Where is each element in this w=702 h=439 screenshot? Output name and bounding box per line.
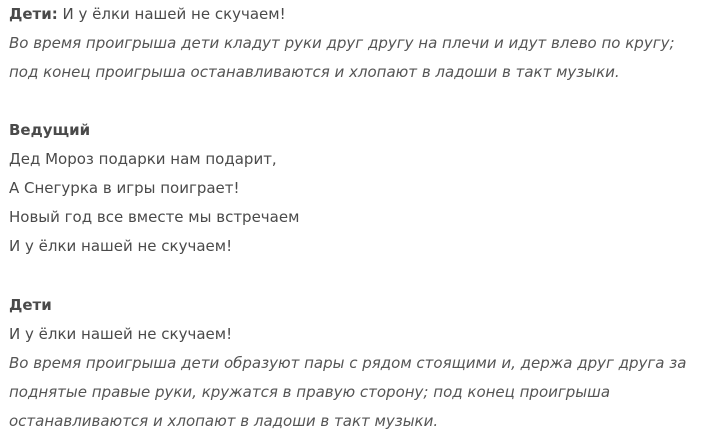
stage-direction: Во время проигрыша дети образуют пары с рядом стоящими и, держа друг друга за: [9, 354, 687, 372]
lyric-line: И у ёлки нашей не скучаем!: [9, 237, 233, 255]
stage-direction: поднятые правые руки, кружатся в правую сторону; под конец проигрыша: [9, 383, 611, 401]
stage-direction: останавливаются и хлопают в ладоши в такт музыки.: [9, 412, 439, 430]
speaker-label: Ведущий: [9, 121, 91, 139]
lyric-line: Дед Мороз подарки нам подарит,: [9, 150, 277, 168]
lyric-line: А Снегурка в игры поиграет!: [9, 179, 240, 197]
lyric-line: Новый год все вместе мы встречаем: [9, 208, 300, 226]
speaker-label: Дети:: [9, 5, 58, 23]
lyric-line: И у ёлки нашей не скучаем!: [9, 325, 233, 343]
lyric-line: И у ёлки нашей не скучаем!: [57, 5, 286, 23]
stage-direction: Во время проигрыша дети кладут руки друг другу на плечи и идут влево по кругу;: [9, 34, 675, 52]
speaker-label: Дети: [9, 296, 52, 314]
stage-direction: под конец проигрыша останавливаются и хлопают в ладоши в такт музыки.: [9, 63, 620, 81]
children-line: [9, 4, 286, 24]
